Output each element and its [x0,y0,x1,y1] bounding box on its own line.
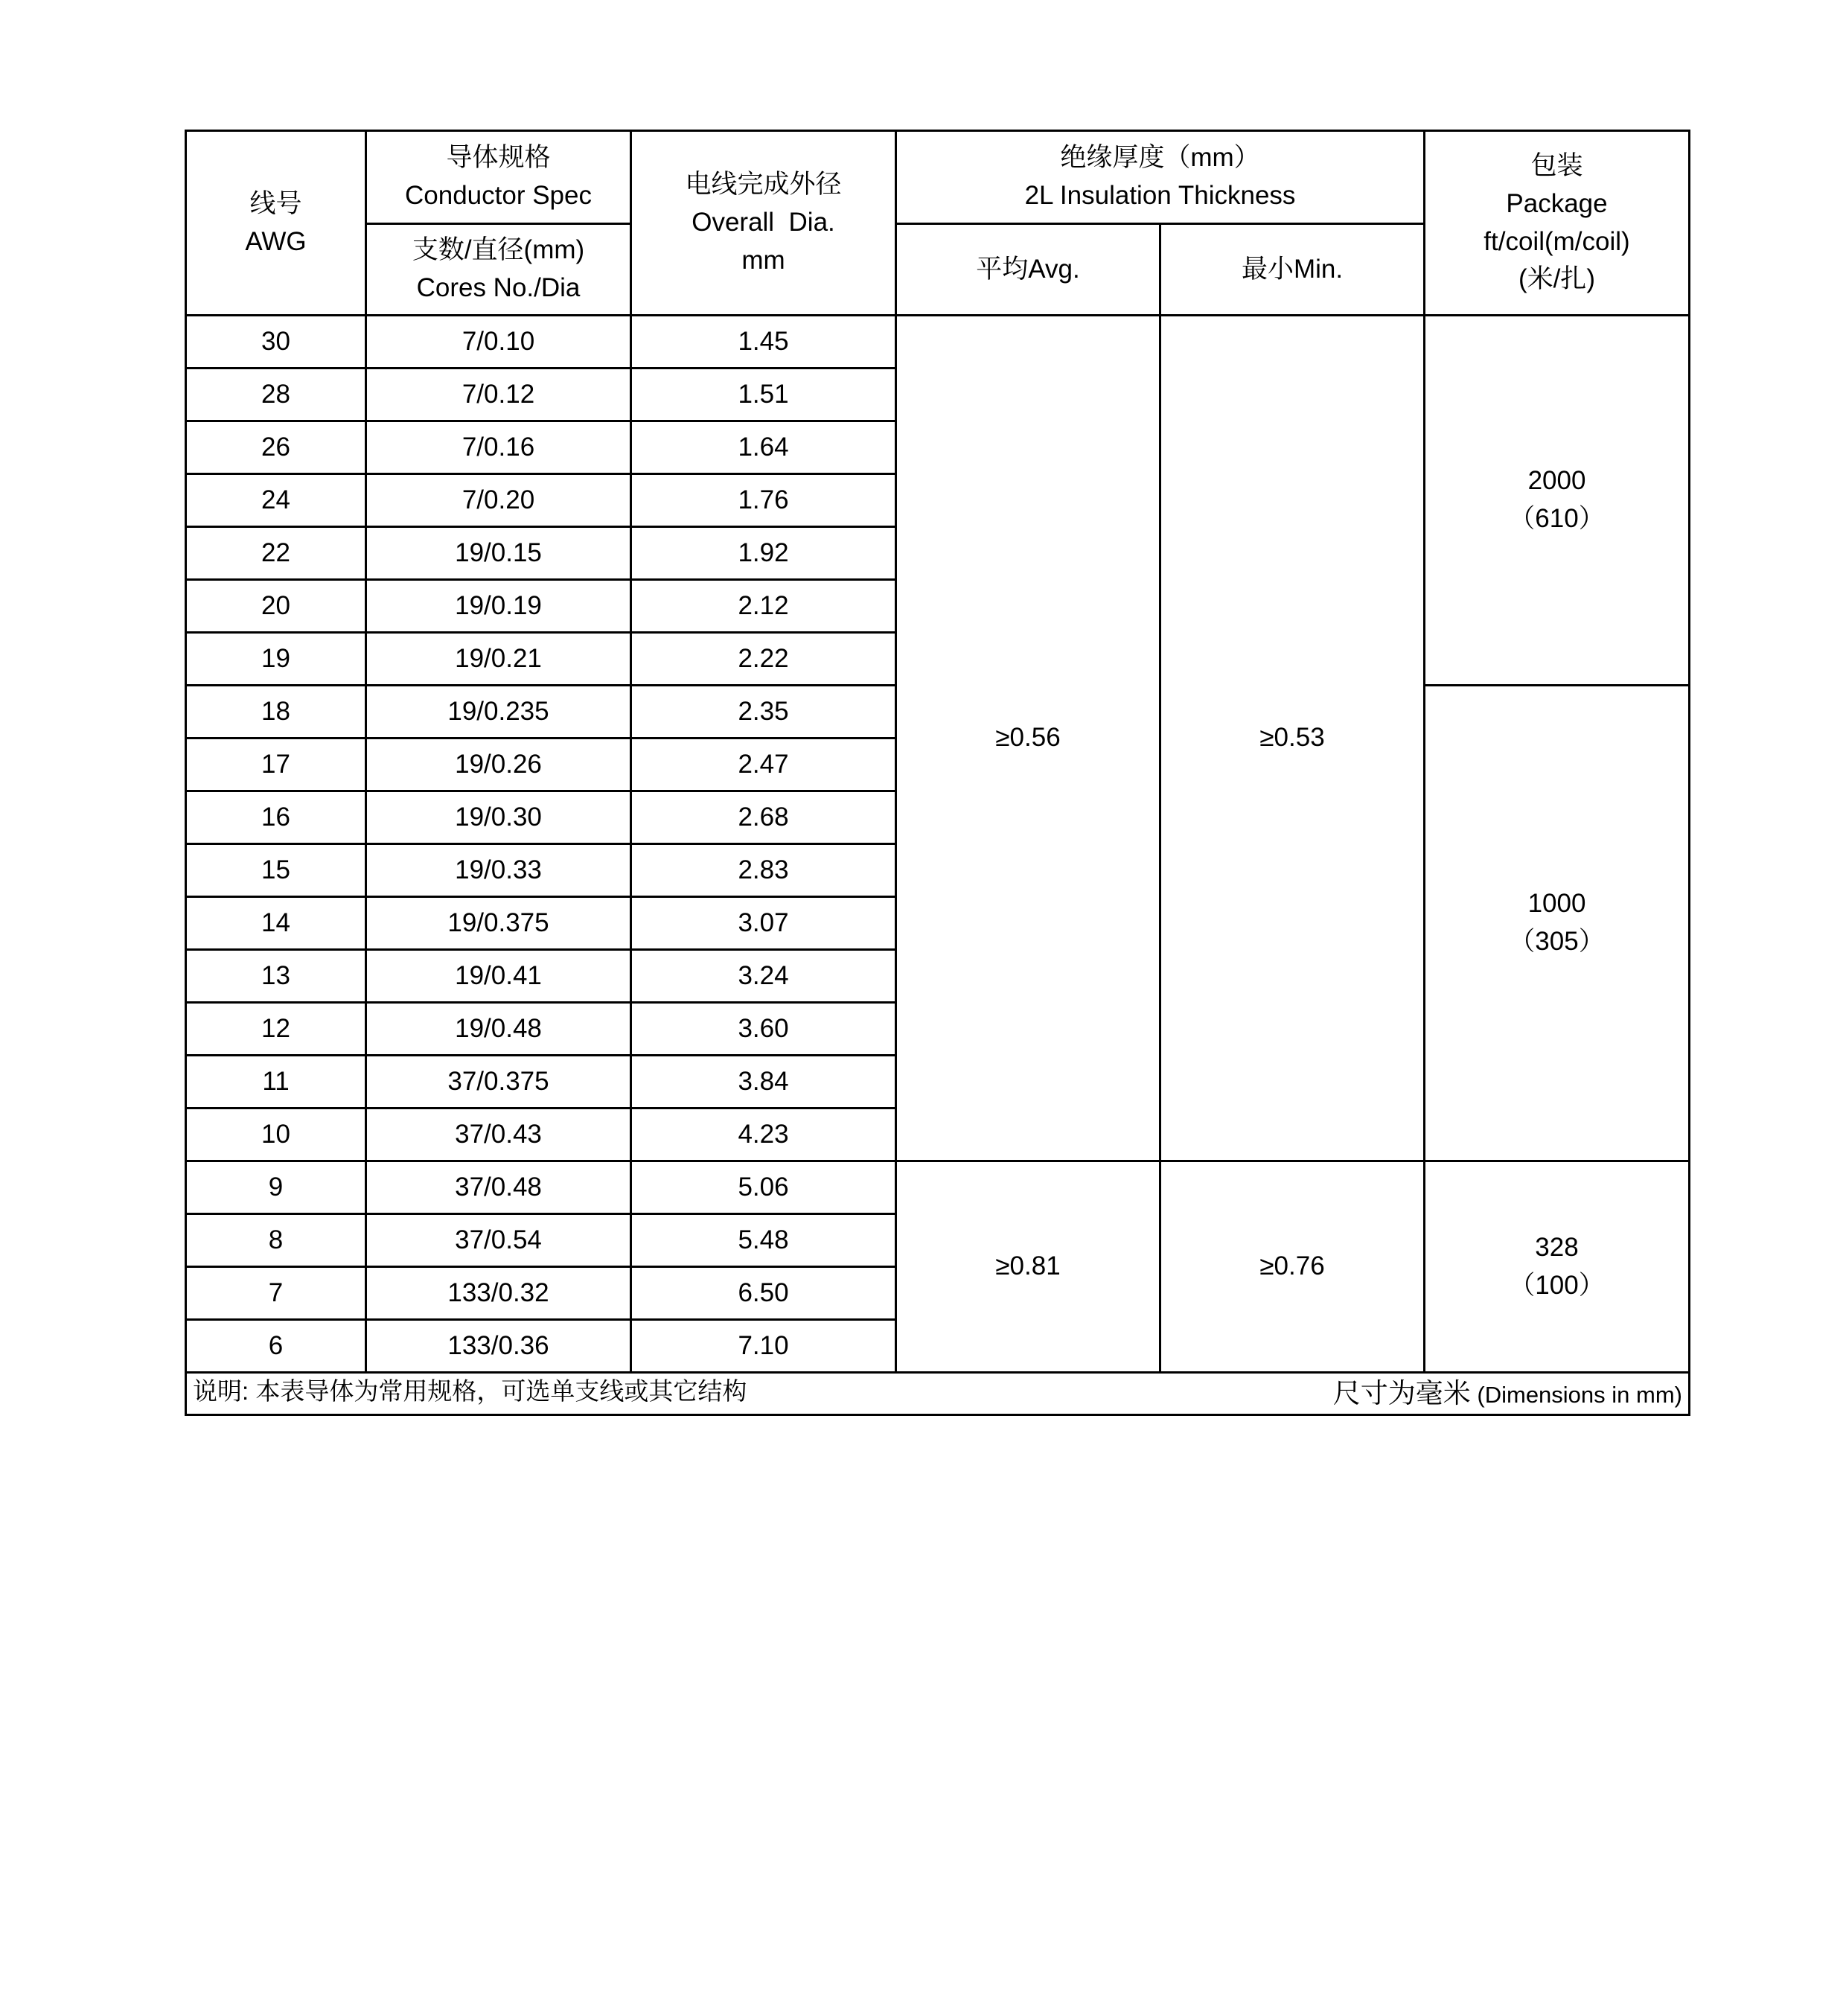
cell-cores: 19/0.48 [366,1003,631,1056]
cell-cores: 7/0.12 [366,369,631,421]
cell-overall-dia: 6.50 [631,1267,896,1320]
cell-awg: 11 [186,1056,366,1109]
cell-overall-dia: 7.10 [631,1320,896,1373]
cell-cores: 19/0.235 [366,686,631,739]
cell-cores: 19/0.33 [366,844,631,897]
cell-awg: 28 [186,369,366,421]
cell-awg: 13 [186,950,366,1003]
cell-cores: 19/0.26 [366,739,631,791]
table-row [186,316,1690,369]
footer-units [1333,1374,1682,1414]
cell-cores: 133/0.32 [366,1267,631,1320]
header-cores-en: Cores No./Dia [416,273,581,302]
cell-awg: 6 [186,1320,366,1373]
footer-row [186,1373,1690,1415]
cell-cores: 133/0.36 [366,1320,631,1373]
package-ft: 328 [1535,1232,1579,1262]
cell-awg: 9 [186,1161,366,1214]
cell-overall-dia: 1.92 [631,527,896,580]
footer-note: 说明: 本表导体为常用规格，可选单支线或其它结构 [193,1377,747,1406]
cell-cores: 19/0.41 [366,950,631,1003]
header-insulation-en: 2L Insulation Thickness [1024,181,1296,210]
cell-overall-dia: 1.45 [631,316,896,369]
cell-awg: 16 [186,791,366,844]
cell-cores: 7/0.10 [366,316,631,369]
package-ft: 2000 [1527,466,1586,496]
package-m: （100） [1509,1270,1605,1300]
package-m: （610） [1509,504,1605,533]
cell-overall-dia: 5.06 [631,1161,896,1214]
cell-cores: 7/0.20 [366,474,631,527]
header-package-en: Package [1506,188,1608,218]
cell-overall-dia: 3.24 [631,950,896,1003]
header-overall [631,131,896,316]
cell-package [1425,316,1690,686]
cell-cores: 7/0.16 [366,421,631,474]
cell-cores: 19/0.375 [366,897,631,950]
header-cores-cn: 支数/直径(mm) [412,235,585,265]
package-m: （305） [1509,927,1605,956]
cell-overall-dia: 2.12 [631,580,896,633]
cell-awg: 10 [186,1109,366,1161]
cell-cores: 19/0.15 [366,527,631,580]
table-row [186,1161,1690,1214]
cell-package [1425,1161,1690,1373]
cell-insulation-min: ≥0.76 [1160,1161,1425,1373]
cell-cores: 19/0.30 [366,791,631,844]
cell-awg: 8 [186,1214,366,1267]
cell-awg: 26 [186,421,366,474]
cell-awg: 14 [186,897,366,950]
header-conductor [366,131,631,224]
header-awg-en: AWG [245,226,307,256]
cell-awg: 18 [186,686,366,739]
cell-cores: 37/0.48 [366,1161,631,1214]
spec-table [185,130,1690,1416]
header-package-unit: ft/coil(m/coil) [1483,226,1630,256]
cell-awg: 7 [186,1267,366,1320]
header-conductor-en: Conductor Spec [405,181,592,210]
package-ft: 1000 [1527,889,1586,919]
cell-overall-dia: 2.35 [631,686,896,739]
cell-overall-dia: 2.83 [631,844,896,897]
cell-overall-dia: 2.22 [631,633,896,686]
cell-cores: 19/0.19 [366,580,631,633]
cell-insulation-avg: ≥0.56 [896,316,1160,1161]
cell-awg: 19 [186,633,366,686]
cell-awg: 17 [186,739,366,791]
header-awg-cn: 线号 [249,188,302,218]
header-conductor-cn: 导体规格 [446,143,551,173]
header-awg [186,131,366,316]
cell-cores: 37/0.54 [366,1214,631,1267]
cell-overall-dia: 5.48 [631,1214,896,1267]
footer-cell [186,1373,1690,1415]
cell-cores: 37/0.43 [366,1109,631,1161]
header-insulation-avg: 平均Avg. [896,224,1160,316]
cell-package [1425,686,1690,1161]
cell-overall-dia: 3.60 [631,1003,896,1056]
cell-overall-dia: 3.07 [631,897,896,950]
cell-overall-dia: 2.68 [631,791,896,844]
cell-cores: 37/0.375 [366,1056,631,1109]
header-package-cn: 包装 [1530,151,1583,180]
cell-awg: 22 [186,527,366,580]
cell-overall-dia: 4.23 [631,1109,896,1161]
header-insulation [896,131,1425,224]
header-cores [366,224,631,316]
header-package-unit-cn: (米/扎) [1518,264,1596,294]
cell-cores: 19/0.21 [366,633,631,686]
footer-units-en: (Dimensions in mm) [1470,1382,1682,1409]
header-package [1425,131,1690,316]
header-overall-unit: mm [741,245,785,275]
cell-awg: 20 [186,580,366,633]
footer-units-cn: 尺寸为毫米 [1332,1378,1471,1409]
cell-overall-dia: 1.51 [631,369,896,421]
cell-overall-dia: 2.47 [631,739,896,791]
header-insulation-min: 最小Min. [1160,224,1425,316]
header-insulation-cn: 绝缘厚度（mm） [1060,143,1260,173]
cell-insulation-avg: ≥0.81 [896,1161,1160,1373]
cell-overall-dia: 1.64 [631,421,896,474]
cell-insulation-min: ≥0.53 [1160,316,1425,1161]
cell-overall-dia: 3.84 [631,1056,896,1109]
cell-awg: 24 [186,474,366,527]
header-overall-cn: 电线完成外径 [685,170,842,200]
cell-awg: 12 [186,1003,366,1056]
cell-awg: 15 [186,844,366,897]
cell-overall-dia: 1.76 [631,474,896,527]
cell-awg: 30 [186,316,366,369]
header-overall-en: Overall Dia. [692,208,835,237]
